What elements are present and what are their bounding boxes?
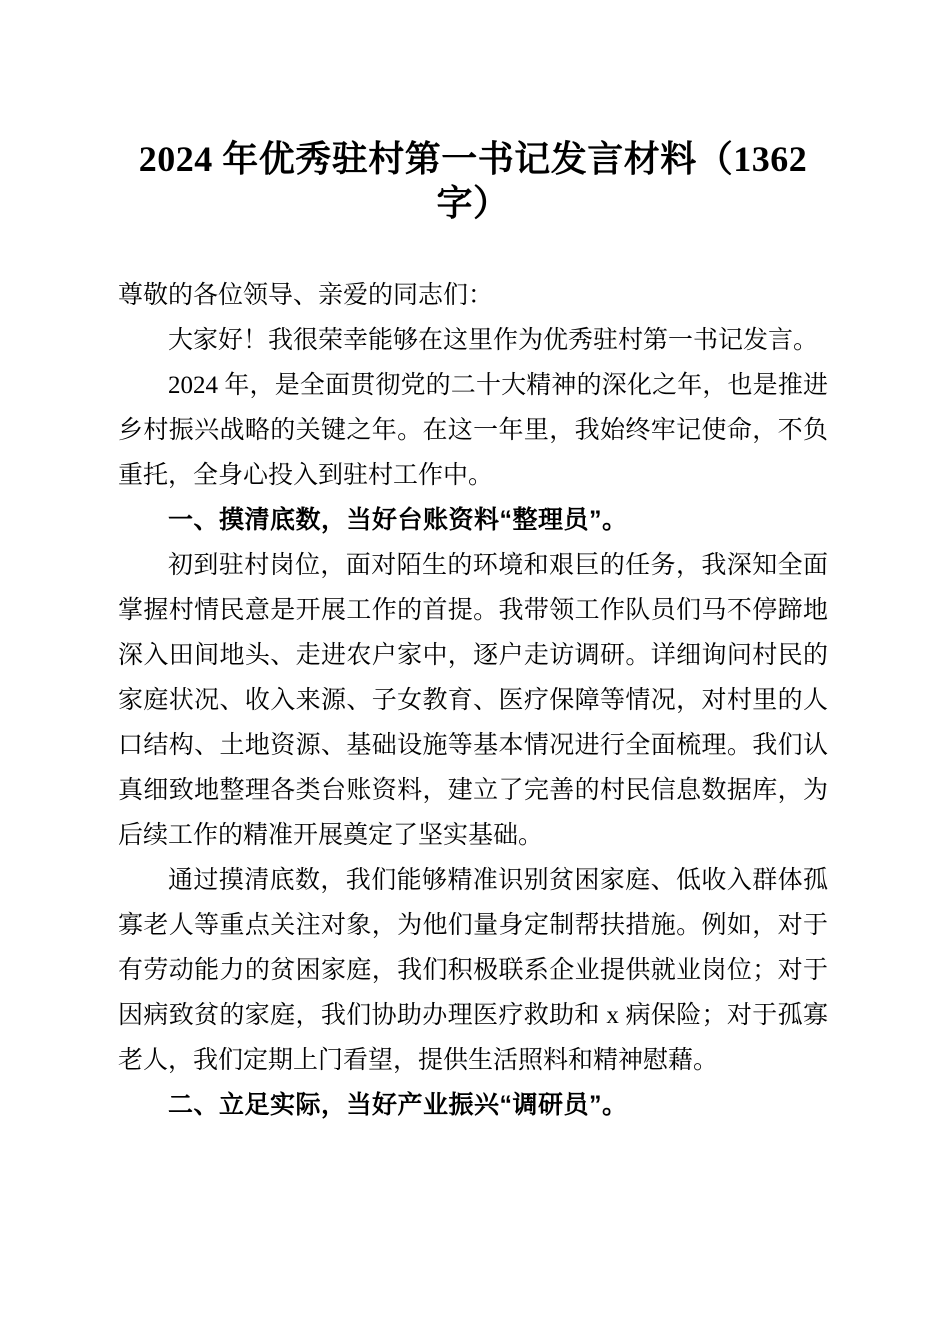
document-title [118, 137, 828, 225]
paragraph-intro: 2024 年，是全面贯彻党的二十大精神的深化之年，也是推进乡村振兴战略的关键之年。在这一年里，我始终牢记使命，不负重托，全身心投入到驻村工作中。 [118, 372, 828, 489]
document-title-line-1: 2024 年优秀驻村第一书记发言材料（1362 [138, 139, 808, 179]
document-title-line-2: 字） [436, 183, 510, 223]
paragraph-greeting: 大家好！我很荣幸能够在这里作为优秀驻村第一书记发言。 [168, 327, 819, 354]
paragraph-section1-b: 通过摸清底数，我们能够精准识别贫困家庭、低收入群体孤寡老人等重点关注对象，为他们量身定制帮扶措施。例如，对于有劳动能力的贫困家庭，我们积极联系企业提供就业岗位；对于因病致贫的家庭，我们协助办理医疗救助和 x 病保险；对于孤寡老人，我们定期上门看望，提供生活照料和精神慰藉。 [118, 867, 828, 1074]
section-heading-2: 二、立足实际，当好产业振兴“调研员”。 [168, 1091, 628, 1119]
section-heading-1: 一、摸清底数，当好台账资料“整理员”。 [168, 506, 628, 534]
paragraph-section1-a: 初到驻村岗位，面对陌生的环境和艰巨的任务，我深知全面掌握村情民意是开展工作的首提。我带领工作队员们马不停蹄地深入田间地头、走进农户家中，逐户走访调研。详细询问村民的家庭状况、收入来源、子女教育、医疗保障等情况，对村里的人口结构、土地资源、基础设施等基本情况进行全面梳理。我们认真细致地整理各类台账资料，建立了完善的村民信息数据库，为后续工作的精准开展奠定了坚实基础。 [118, 552, 828, 849]
document-body [118, 273, 828, 1128]
salutation: 尊敬的各位领导、亲爱的同志们： [118, 282, 494, 309]
